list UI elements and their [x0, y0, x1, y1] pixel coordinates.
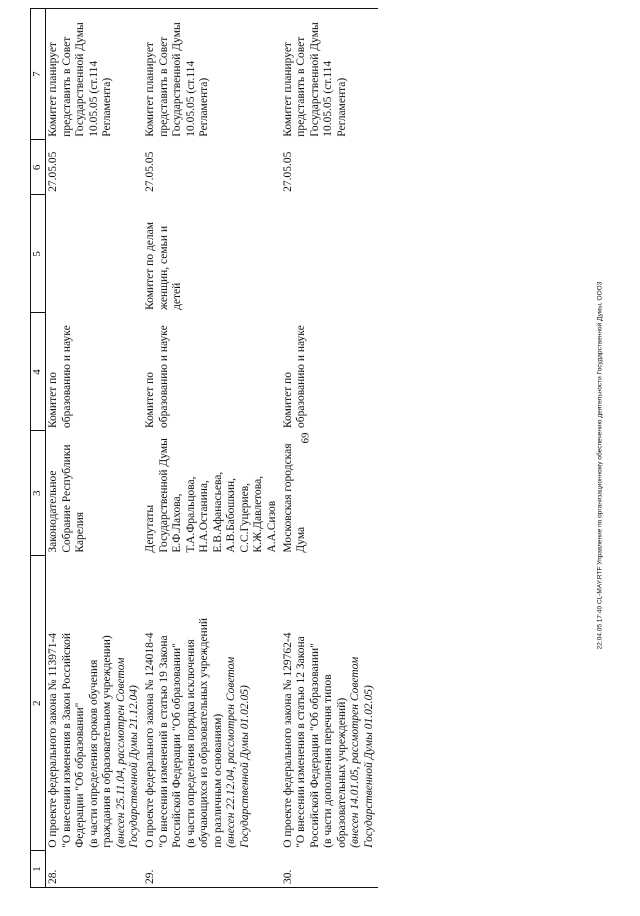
bill-note-line: Государственной Думы 01.02.05) — [362, 685, 375, 848]
bill-title-line: "О внесении изменений в статью 19 Закона — [157, 635, 170, 848]
initiator-cell: Московская городская Дума — [281, 443, 308, 553]
header-col-2: 2 — [31, 556, 46, 851]
bill-title-line: (в части дополнения перечня типов — [322, 674, 335, 848]
row-number: 30. — [281, 851, 378, 888]
bill-title-line: О проекте федерального закона № 124018-4 — [143, 632, 156, 848]
row-number: 28. — [46, 851, 143, 888]
bill-title-line: Российской Федерации "Об образовании" — [308, 643, 321, 848]
bill-title-line: обучающихся из образовательных учреждений — [198, 617, 211, 848]
document-sheet — [30, 8, 450, 888]
header-col-1: 1 — [31, 851, 46, 888]
bill-title-line: по различным основаниям) — [211, 713, 224, 848]
table-header-row — [31, 9, 46, 888]
bill-title-line: Федерации "Об образовании" — [74, 702, 87, 848]
page-number: 69 — [299, 432, 312, 444]
remark-cell: Комитет планирует представить в Совет Государственной Думы 10.05.05 (ст.114 Регламента) — [143, 9, 281, 140]
bill-note-line: (внесен 22.12.04, рассмотрен Советом — [225, 656, 238, 848]
bill-note-line: (внесен 14.01.05, рассмотрен Советом — [349, 656, 362, 848]
committee-cell: Комитет по образованию и науке — [281, 325, 308, 428]
bill-title-line: образовательных учреждений) — [335, 697, 348, 848]
bill-title-line: О проекте федерального закона № 129762-4 — [281, 632, 294, 848]
bill-title-line: Российской Федерации "Об образовании" — [171, 643, 184, 848]
footer-note: 22.04.05 17:40 CL-MAY.RTF Управление по организационному обеспечению деятельности Государственной Думы, ООО3 — [596, 281, 604, 650]
co-committee-cell — [46, 195, 143, 313]
bill-title-line: (в части определения порядка исключения — [184, 639, 197, 848]
header-col-3: 3 — [31, 431, 46, 556]
table-row — [46, 9, 143, 888]
header-col-6: 6 — [31, 140, 46, 195]
table-row — [281, 9, 378, 888]
bill-title-line: (в части определения сроков обучения — [87, 659, 100, 848]
bill-note-line: (внесен 25.11.04, рассмотрен Советом — [114, 657, 127, 848]
committee-cell: Комитет по образованию и науке — [143, 325, 170, 428]
bill-title-line: О проекте федерального закона № 113971-4 — [47, 632, 59, 848]
bills-table — [30, 8, 378, 888]
initiator-cell: Депутаты Государственной Думы Е.Ф.Лахова, Т.А.Фральцова, Н.А.Останина, Е.В.Афанасьева, А.В.Бабошкин, С.С.Гуцериев, К.Ж.Давлетова, А.А.Сизов — [143, 438, 278, 553]
co-committee-cell — [281, 195, 378, 313]
remark-cell: Комитет планирует представить в Совет Государственной Думы 10.05.05 (ст.114 Регламента) — [281, 9, 378, 140]
bill-title-line: граждания в образовательном учреждении) — [101, 635, 114, 848]
bill-title-line: "О внесении изменения в Закон Российской — [60, 632, 73, 848]
bill-title — [46, 556, 143, 851]
row-number: 29. — [143, 851, 281, 888]
co-committee-cell: Комитет по делам женщин, семьи и детей — [143, 221, 184, 310]
table-row — [143, 9, 281, 888]
header-col-4: 4 — [31, 313, 46, 431]
bill-title — [281, 556, 378, 851]
bill-note-line: Государственной Думы 21.12.04) — [128, 685, 141, 848]
date-cell: 27.05.05 — [143, 151, 156, 192]
header-col-7: 7 — [31, 9, 46, 140]
date-cell: 27.05.05 — [281, 151, 294, 192]
header-col-5: 5 — [31, 195, 46, 313]
remark-cell: Комитет планирует представить в Совет Государственной Думы 10.05.05 (ст.114 Регламента) — [46, 9, 143, 140]
bill-title-line: "О внесении изменения в статью 12 Закона — [295, 636, 308, 848]
date-cell: 27.05.05 — [47, 151, 59, 192]
committee-cell: Комитет по образованию и науке — [47, 325, 73, 428]
bill-title — [143, 556, 281, 851]
initiator-cell: Законодательное Собрание Республики Карелия — [47, 444, 87, 553]
bill-note-line: Государственной Думы 01.02.05) — [238, 685, 251, 848]
